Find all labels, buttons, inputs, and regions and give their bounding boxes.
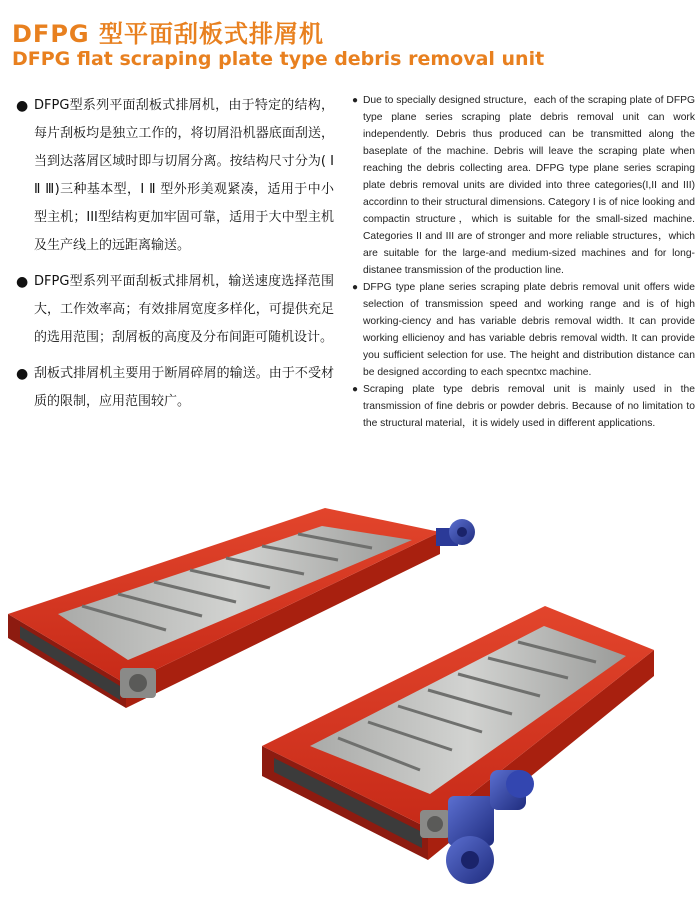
en-bullet-item [352,92,695,279]
english-description-column [352,92,695,432]
en-bullet-item [352,381,695,432]
bullet-icon: ● [352,384,359,395]
conveyor-unit-lower [262,606,654,884]
bullet-icon: ● [352,282,359,293]
chinese-description-column [16,92,334,424]
cn-bullet-text: 刮板式排屑机主要用于断屑碎屑的输送。由于不受材质的限制，应用范围较广。 [34,366,334,409]
en-bullet-text: Due to specially designed structure，each of the scraping plate of DFPG type plane series scraping plate debris removal unit can work independently. Debris thus produced can be transmitted along the baseplate of the machine. Debris will leave the scraping plate when reaching the debris collecting area. DFPG type plane series scraping plate debris removal units are divided into three categories(I,II and III) accordinn to their structural dimensions. Category I is of nice looking and compactin structure，which is suitable for the small-sized machine. Categories II and III are of stronger and more reliable structures，which are suitable for the large-and medium-sized machines and for long-distanee transmission of the production line. [363,95,695,276]
bullet-icon: ● [16,274,29,290]
en-bullet-text: DFPG type plane series scraping plate debris removal unit offers wide selection of transmission speed and working range and is of high working-ciency and has variable debris removal width. It can provide working ellicienoy and has variable debris removal width. It can provide you sufficient selection for use. The height and distribution distance can be designed according to each specntxc machine. [363,282,695,378]
cn-bullet-item [16,360,334,416]
cn-bullet-text: DFPG型系列平面刮板式排屑机，输送速度选择范围大，工作效率高；有效排屑宽度多样化，可提供充足的选用范围；刮屑板的高度及分布间距可随机设计。 [34,274,334,345]
en-bullet-text: Scraping plate type debris removal unit is mainly used in the transmission of fine debris or powder debris. Because of no limitation to the structural material，it is widely used in different applications. [363,384,695,429]
bullet-icon: ● [352,95,359,106]
en-bullet-item [352,279,695,381]
title-english: DFPG flat scraping plate type debris removal unit [12,48,545,70]
bullet-icon: ● [16,98,29,114]
product-photo [0,488,700,900]
cn-bullet-text: DFPG型系列平面刮板式排屑机，由于特定的结构，每片刮板均是独立工作的，将切屑沿机器底面刮送，当到达落屑区域时即与切屑分离。按结构尺寸分为( Ⅰ Ⅱ Ⅲ)三种基本型，Ⅰ Ⅱ 型外形美观紧凑，适用于中小型主机；III型结构更加牢固可靠，适用于大中型主机及生产线上的远距离输送。 [34,98,334,253]
title-chinese: DFPG 型平面刮板式排屑机 [12,20,324,48]
cn-bullet-item [16,92,334,260]
bullet-icon: ● [16,366,29,382]
motor-icon [436,519,475,546]
cn-bullet-item [16,268,334,352]
